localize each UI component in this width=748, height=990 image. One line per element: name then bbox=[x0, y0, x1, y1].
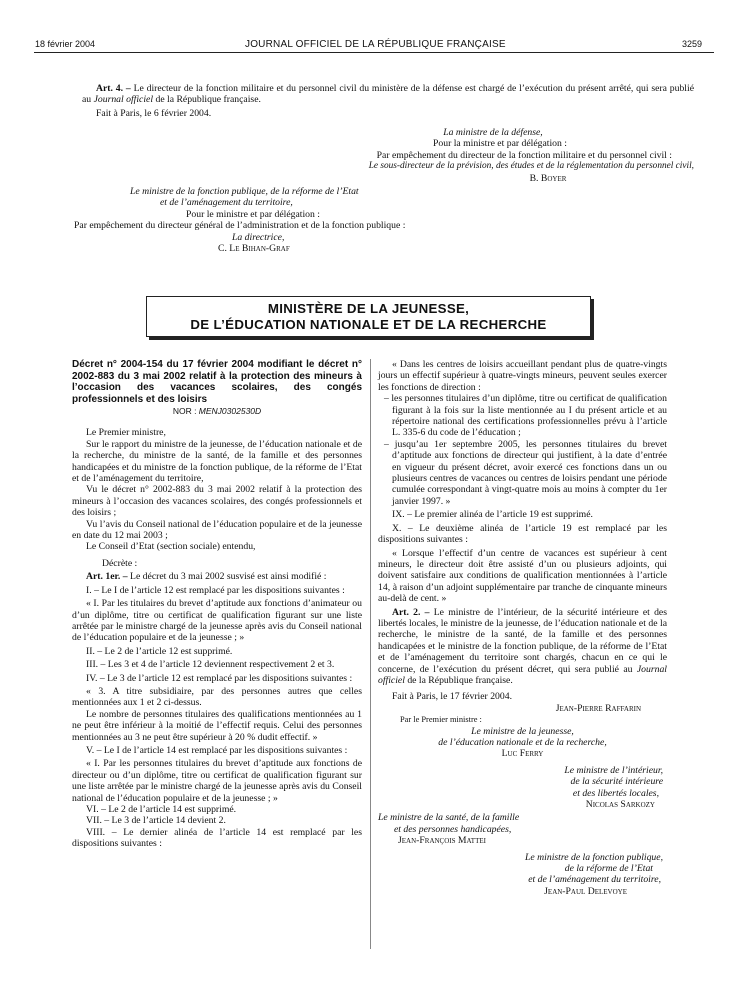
sig-raffarin: Jean-Pierre Raffarin bbox=[555, 702, 641, 714]
point-x-quote: « Lorsque l’effectif d’un centre de vacances est supérieur à cent mineurs, le directeur doit être assisté d’un ou plusieurs adjoints, qui doivent satisfaire aux conditions de qualification mentionnées à l’article 14, à raison d’un adjoint supplémentaire par tranche de cinquante mineurs au-delà de cent. » bbox=[378, 547, 667, 605]
point-iii: III. – Les 3 et 4 de l’article 12 deviennent respectivement 2 et 3. bbox=[86, 659, 335, 671]
visa-rapport: Sur le rapport du ministre de la jeunesse, de l’éducation nationale et de la recherche, du ministre de la santé, de la famille et des personnes handicapées et du ministre de la fonction publique, de la réforme de l’Etat et de l’aménagement du territoire, bbox=[72, 438, 362, 485]
article-2-label: Art. 2. – bbox=[392, 606, 430, 618]
point-viii: VIII. – Le dernier alinéa de l’article 14 est remplacé par les dispositions suivantes : bbox=[72, 826, 362, 850]
article-2 bbox=[378, 607, 667, 687]
quote-intro: « Dans les centres de loisirs accueillant pendant plus de quatre-vingts jours un effectif supérieur à quatre-vingts mineurs, peuvent seules exercer les fonctions de direction : bbox=[378, 359, 667, 393]
sig-delevoye-line1: Le ministre de la fonction publique, bbox=[525, 851, 663, 863]
sig-defense-line4: Le sous-directeur de la prévision, des études et de la réglementation du personnel civil, bbox=[368, 161, 694, 172]
article-1-body: Le décret du 3 mai 2002 susvisé est ainsi modifié : bbox=[127, 571, 327, 583]
sig-defense-line3: Par empêchement du directeur de la fonction militaire et du personnel civil : bbox=[376, 149, 672, 161]
column-divider bbox=[370, 359, 371, 949]
point-iv-quote-2: Le nombre de personnes titulaires des qualifications mentionnées au 1 ne peut être inférieur à la moitié de l’effectif requis. Celui des personnes mentionnées au 3 ne peut être supérieur à 20 % dudit effectif. » bbox=[72, 708, 362, 743]
nor-code: MENJ0302530D bbox=[198, 406, 262, 416]
point-ix: IX. – Le premier alinéa de l’article 19 est supprimé. bbox=[392, 509, 593, 521]
sig-fp-name: C. Le Bihan-Graf bbox=[218, 243, 290, 255]
sig-fp-line4: Par empêchement du directeur général de l’administration et de la fonction publique : bbox=[74, 220, 406, 232]
ministry-heading bbox=[146, 296, 591, 337]
fait-paris: Fait à Paris, le 17 février 2004. bbox=[392, 691, 512, 703]
nor-reference bbox=[72, 406, 362, 417]
signature-fonction-publique bbox=[74, 186, 454, 254]
point-vi: VI. – Le 2 de l’article 14 est supprimé. bbox=[86, 804, 237, 815]
right-column bbox=[378, 359, 667, 897]
sig-delevoye-line2: de la réforme de l’Etat bbox=[564, 863, 653, 875]
point-v: V. – Le I de l’article 14 est remplacé par les dispositions suivantes : bbox=[86, 744, 348, 756]
journal-title: JOURNAL OFFICIEL DE LA RÉPUBLIQUE FRANÇAISE bbox=[245, 39, 506, 50]
signature-defense bbox=[280, 127, 694, 184]
ministry-heading-line2: DE L’ÉDUCATION NATIONALE ET DE LA RECHERCHE bbox=[190, 317, 547, 332]
sig-sarkozy-line2: de la sécurité intérieure bbox=[570, 776, 663, 788]
nor-label: NOR : bbox=[172, 406, 199, 416]
sig-defense-line1: La ministre de la défense, bbox=[443, 127, 543, 138]
article-2-body-a: Le ministre de l’intérieur, de la sécurité intérieure et des libertés locales, le ministre de la jeunesse, de l’éducation nationale et de la recherche, le ministre de la santé, de la famille et des personnes handicapées et le ministre de la fonction publique, de la réforme de l’Etat et de l’aménagement du territoire sont chargés, chacun en ce qui le concerne, de l’exécution du présent décret, qui sera publié au bbox=[378, 606, 667, 675]
point-i: I. – Le I de l’article 12 est remplacé par les dispositions suivantes : bbox=[86, 584, 345, 596]
sig-delevoye-line3: et de l’aménagement du territoire, bbox=[528, 874, 661, 886]
left-column bbox=[72, 359, 362, 850]
sig-sarkozy-line3: et des libertés locales, bbox=[572, 787, 659, 799]
visa-avis: Vu l’avis du Conseil national de l’éducation populaire et de la jeunesse en date du 12 mai 2003 ; bbox=[72, 518, 362, 542]
article-4-body-a: Le directeur de la fonction militaire et du personnel civil du ministère de la défense est chargé de l’exécution du présent arrêté, qui sera publié au bbox=[82, 83, 694, 106]
article-1-label: Art. 1er. – bbox=[86, 571, 128, 583]
sig-ferry-line2: de l’éducation nationale et de la recherche, bbox=[438, 737, 607, 748]
point-iv: IV. – Le 3 de l’article 12 est remplacé par les dispositions suivantes : bbox=[86, 672, 353, 684]
article-4-fait: Fait à Paris, le 6 février 2004. bbox=[96, 107, 212, 119]
point-vii: VII. – Le 3 de l’article 14 devient 2. bbox=[86, 815, 226, 827]
article-1 bbox=[72, 571, 362, 582]
premier-ministre: Le Premier ministre, bbox=[86, 427, 166, 439]
sig-mattei-line1: Le ministre de la santé, de la famille bbox=[378, 812, 520, 824]
decree-title: Décret n° 2004-154 du 17 février 2004 modifiant le décret n° 2002-883 du 3 mai 2002 relatif à la protection des mineurs à l’occasion des vacances scolaires, des congés professionnels et des loisirs bbox=[72, 359, 362, 405]
article-4-body-b: de la République française. bbox=[153, 94, 261, 106]
point-iv-quote-1: « 3. A titre subsidiaire, par des personnes autres que celles mentionnées aux 1 et 2 ci-dessus. bbox=[72, 685, 362, 709]
article-4-label: Art. 4. – bbox=[96, 83, 131, 94]
point-x: X. – Le deuxième alinéa de l’article 19 est remplacé par les dispositions suivantes : bbox=[378, 522, 667, 546]
ministry-heading-line1: MINISTÈRE DE LA JEUNESSE, bbox=[267, 301, 470, 316]
sig-mattei-line2: et des personnes handicapées, bbox=[394, 823, 512, 835]
sig-fp-line2: et de l’aménagement du territoire, bbox=[160, 197, 293, 209]
visa-decret: Vu le décret n° 2002-883 du 3 mai 2002 relatif à la protection des mineurs à l’occasion des vacances scolaires, des congés professionnels et des loisirs ; bbox=[72, 484, 362, 519]
point-i-quote: « I. Par les titulaires du brevet d’aptitude aux fonctions d’animateur ou d’un diplôme, titre ou certificat de qualification figurant sur une liste arrêtée par le ministre chargé de la jeunesse après avis du Conseil national de l’éducation populaire et de la jeunesse ; » bbox=[72, 598, 362, 644]
sig-fp-line1: Le ministre de la fonction publique, de la réforme de l’Etat bbox=[130, 186, 359, 197]
sig-delevoye-name: Jean-Paul Delevoye bbox=[544, 885, 627, 897]
dash-item-2: – jusqu’au 1er septembre 2005, les personnes titulaires du brevet d’aptitude aux fonctions de directeur qui justifient, à la date d’entrée en vigueur du présent décret, avoir exercé ces fonctions dans un ou plusieurs centres de vacances ou centres de loisirs pendant une période cumulée correspondant à vingt-quatre mois au moins à compter du 1er janvier 1997. » bbox=[384, 438, 667, 507]
article-4-text bbox=[82, 83, 694, 106]
sig-fp-line5: La directrice, bbox=[232, 231, 285, 243]
header-rule bbox=[34, 52, 714, 53]
visa-conseil-etat: Le Conseil d’Etat (section sociale) entendu, bbox=[86, 541, 256, 553]
decrete: Décrète : bbox=[102, 557, 138, 569]
header-date: 18 février 2004 bbox=[35, 39, 96, 49]
journal-officiel-ref: Journal officiel bbox=[93, 94, 154, 106]
page-number: 3259 bbox=[682, 39, 703, 49]
sig-mattei-name: Jean-François Mattei bbox=[398, 835, 486, 847]
sig-sarkozy-name: Nicolas Sarkozy bbox=[585, 799, 655, 811]
sig-sarkozy-line1: Le ministre de l’intérieur, bbox=[564, 764, 663, 776]
article-2-body-b: de la République française. bbox=[404, 674, 513, 686]
article-2-journal-ref: Journal officiel bbox=[378, 663, 667, 686]
point-v-quote: « I. Par les personnes titulaires du brevet d’aptitude aux fonctions de directeur ou d’un diplôme, titre ou certificat de qualification figurant sur une liste arrêtée par le ministre chargé de la jeunesse après avis du Conseil national de l’éducation populaire et de la jeunesse ; » bbox=[72, 758, 362, 804]
sig-fp-line3: Pour le ministre et par délégation : bbox=[186, 208, 320, 220]
par-premier-ministre: Par le Premier ministre : bbox=[400, 715, 482, 725]
dash-item-1: – les personnes titulaires d’un diplôme, titre ou certificat de qualification figurant à la fois sur la liste mentionnée au I du présent article et au répertoire national des certifications professionnelles prévu à l’article L. 335-6 du code de l’éducation ; bbox=[384, 393, 667, 439]
article-4 bbox=[82, 83, 694, 119]
sig-ferry-line1: Le ministre de la jeunesse, bbox=[471, 725, 574, 737]
sig-defense-name: B. Boyer bbox=[529, 172, 567, 184]
point-ii: II. – Le 2 de l’article 12 est supprimé. bbox=[86, 645, 233, 657]
sig-ferry-name: Luc Ferry bbox=[501, 748, 544, 760]
sig-defense-line2: Pour la ministre et par délégation : bbox=[433, 138, 567, 150]
